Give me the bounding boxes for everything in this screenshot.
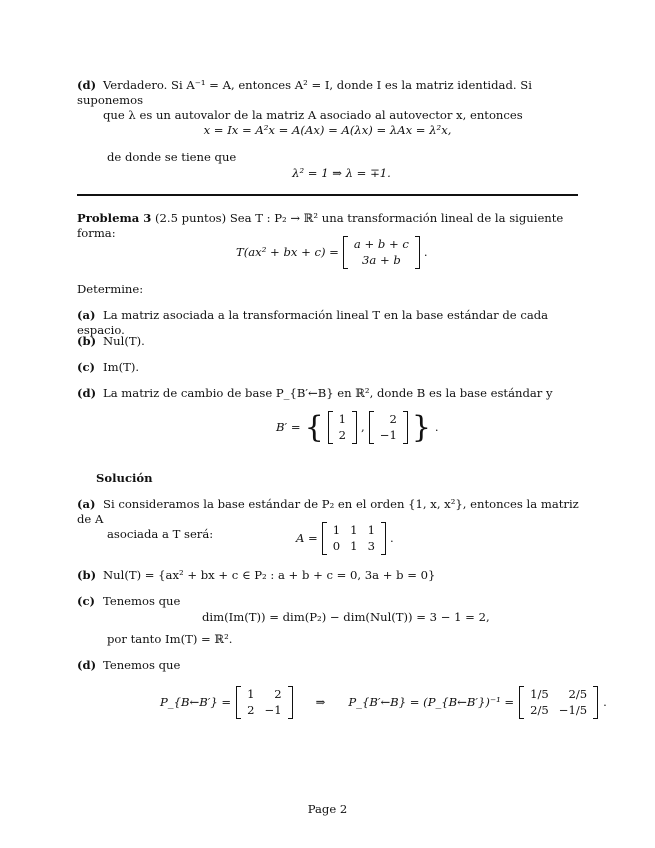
problem-title: Problema 3 xyxy=(77,211,152,225)
item-label: (d) xyxy=(77,658,97,672)
question-a xyxy=(77,308,587,338)
matrix-A-equation xyxy=(296,522,394,555)
punctuation: . xyxy=(603,695,607,710)
punctuation: . xyxy=(434,420,439,435)
question-text: La matriz asociada a la transformación lineal T en la base estándar de cada espacio. xyxy=(77,308,549,338)
problem-text: Sea T : P₂ → ℝ² una transformación lineal de la siguiente forma: xyxy=(77,211,564,241)
matrix-entry: 1 xyxy=(332,523,341,537)
solution-d xyxy=(77,658,180,673)
matrix-entry: 2 xyxy=(274,687,282,701)
equation-lhs: B′ = xyxy=(276,420,301,435)
matrix-entry: 2/5 xyxy=(530,702,549,717)
equation-lhs: T(ax² + bx + c) = xyxy=(236,245,339,260)
matrix-entry: 2 xyxy=(247,702,255,717)
output-vector xyxy=(343,236,420,269)
question-text: La matriz de cambio de base P_{B′←B} en ℝ², donde B es la base estándar y xyxy=(103,386,553,400)
paragraph-text: Si consideramos la base estándar de P₂ en el orden {1, x, x²}, entonces la matriz de A xyxy=(77,497,579,527)
matrix-entry: 1 xyxy=(367,523,375,537)
matrix-entry: −1/5 xyxy=(558,702,588,717)
equation-lhs: A = xyxy=(296,531,318,546)
item-label: (d) xyxy=(77,386,97,400)
problem-points: (2.5 puntos) xyxy=(155,211,227,225)
paragraph-text: Verdadero. Si A⁻¹ = A, entonces A² = I, donde I es la matriz identidad. Si suponemos xyxy=(77,78,532,108)
vector-entry: 3a + b xyxy=(362,252,401,267)
question-c xyxy=(77,360,139,375)
vector-entry: 2 xyxy=(389,412,397,426)
vector-entry: 1 xyxy=(338,412,347,426)
matrix-entry: 1 xyxy=(247,687,255,701)
equation-eigen-chain: x = Ix = A²x = A(Ax) = A(λx) = λAx = λ²x, xyxy=(203,123,452,137)
equation-lhs: P_{B′←B} = (P_{B←B′})⁻¹ = xyxy=(348,695,515,710)
paragraph-text: por tanto Im(T) = ℝ². xyxy=(107,632,233,646)
matrix-entry: 0 xyxy=(332,538,341,553)
equation-lambda: λ² = 1 ⇒ λ = ∓1. xyxy=(292,166,391,180)
matrix-entry: 1 xyxy=(350,538,358,553)
punctuation: . xyxy=(423,245,428,260)
solution-c xyxy=(77,594,180,609)
matrix-entry: 2/5 xyxy=(568,687,588,701)
item-label: (c) xyxy=(77,594,96,608)
previous-part-d xyxy=(77,78,577,123)
paragraph-text: de donde se tiene que xyxy=(107,150,237,164)
item-label: (b) xyxy=(77,568,97,582)
basis-vector-1 xyxy=(328,411,357,444)
nullspace-equation: Nul(T) = {ax² + bx + c ∈ P₂ : a + b + c = 0, 3a + b = 0} xyxy=(103,568,436,582)
matrix-A xyxy=(322,522,386,555)
vector-entry: a + b + c xyxy=(353,237,409,251)
item-label: (a) xyxy=(77,497,96,511)
matrix-entry: 1/5 xyxy=(530,687,549,701)
paragraph-text: Tenemos que xyxy=(103,658,181,672)
paragraph-text: Tenemos que xyxy=(103,594,181,608)
question-b xyxy=(77,334,145,349)
punctuation: . xyxy=(389,531,394,546)
item-label: (b) xyxy=(77,334,97,348)
page-number: Page 2 xyxy=(307,802,348,816)
implies-symbol: ⇒ xyxy=(315,695,326,710)
matrix-entry: −1 xyxy=(264,702,282,717)
basis-b-prime xyxy=(276,411,439,444)
right-brace: } xyxy=(411,409,431,445)
left-brace: { xyxy=(304,409,324,445)
change-of-basis-equation xyxy=(160,686,607,719)
vector-entry: −1 xyxy=(379,427,397,442)
basis-vector-2 xyxy=(369,411,408,444)
vector-entry: 2 xyxy=(338,427,347,442)
equation-lhs: P_{B←B′} = xyxy=(160,695,232,710)
matrix-P-B-from-Bprime xyxy=(236,686,292,719)
paragraph-text: asociada a T será: xyxy=(107,527,214,542)
determine-label: Determine: xyxy=(77,282,144,296)
punctuation: , xyxy=(361,420,365,435)
item-label: (c) xyxy=(77,360,96,374)
transformation-equation xyxy=(236,236,428,269)
question-text: Nul(T). xyxy=(103,334,145,348)
section-divider xyxy=(77,194,578,196)
question-text: Im(T). xyxy=(103,360,140,374)
matrix-entry: 3 xyxy=(367,538,375,553)
matrix-entry: 1 xyxy=(350,523,358,537)
matrix-P-Bprime-from-B xyxy=(519,686,598,719)
item-label: (d) xyxy=(77,78,97,92)
solution-b xyxy=(77,568,587,583)
question-d xyxy=(77,386,587,401)
item-label: (a) xyxy=(77,308,96,322)
dimension-equation: dim(Im(T)) = dim(P₂) − dim(Nul(T)) = 3 − 1 = 2, xyxy=(202,610,490,624)
solution-heading: Solución xyxy=(96,471,153,485)
paragraph-text: que λ es un autovalor de la matriz A asociado al autovector x, entonces xyxy=(103,108,523,123)
